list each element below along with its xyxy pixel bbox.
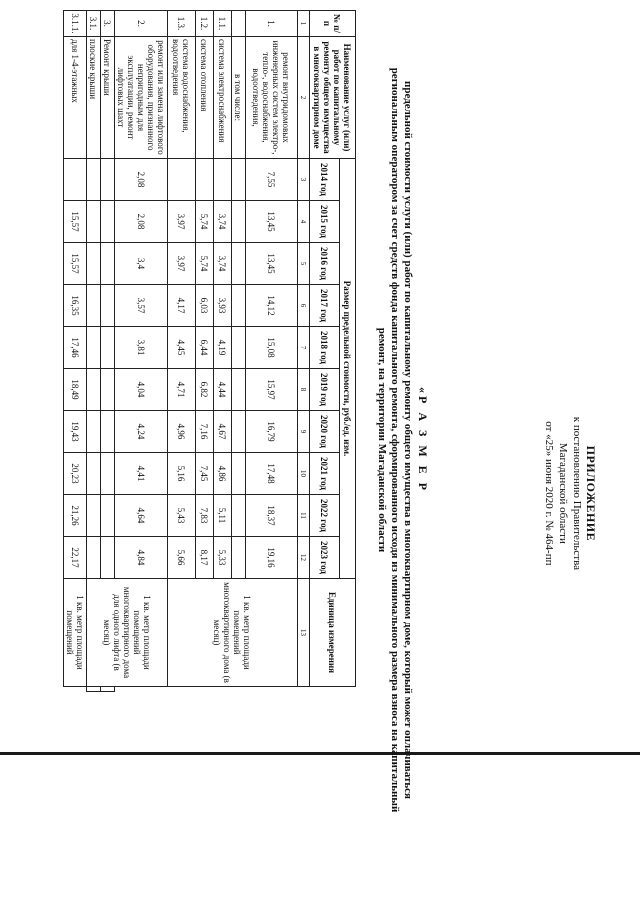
cost-value: 4,04 [115,369,168,411]
cost-value: 3,74 [214,201,232,243]
column-index: 10 [298,453,310,495]
cost-value [101,495,115,537]
cost-value [214,159,232,201]
header-year: 2023 год [310,537,340,579]
column-index: 5 [298,243,310,285]
cost-value: 4,86 [214,453,232,495]
header-num: № п/п [310,11,356,37]
cost-value: 5,74 [196,243,214,285]
header-year: 2018 год [310,327,340,369]
column-index: 9 [298,411,310,453]
cost-value: 2,08 [115,159,168,201]
cost-value [232,411,246,453]
heading-razmer: «Р А З М Е Р [416,387,430,493]
column-index: 2 [298,37,310,159]
cost-value [87,453,101,495]
cost-value [232,285,246,327]
cost-value [87,537,101,579]
row-number: 1.3. [168,11,196,37]
cost-value [101,537,115,579]
row-name: в том числе: [232,37,246,159]
cost-value [87,285,101,327]
header-year: 2014 год [310,159,340,201]
cost-value: 16,79 [246,411,298,453]
cost-value: 19,16 [246,537,298,579]
cost-value: 4,96 [168,411,196,453]
cost-value [232,327,246,369]
cost-value [101,327,115,369]
table-row [64,11,87,692]
cost-value: 19,43 [64,411,87,453]
header-year: 2021 год [310,453,340,495]
cost-value: 18,49 [64,369,87,411]
row-name: плоские крыши [87,37,101,159]
cost-value: 3,4 [115,243,168,285]
row-name: Ремонт крыши [101,37,115,159]
cost-value: 20,23 [64,453,87,495]
cost-value [232,537,246,579]
row-unit [101,687,115,692]
cost-value [232,453,246,495]
cost-value: 8,17 [196,537,214,579]
cost-value: 4,45 [168,327,196,369]
cost-value: 5,66 [168,537,196,579]
cost-value: 3,57 [115,285,168,327]
cost-value: 4,24 [115,411,168,453]
cost-value [168,159,196,201]
row-number: 1.2. [196,11,214,37]
cost-value: 6,82 [196,369,214,411]
row-name: система водоснабжения, водоотведения [168,37,196,159]
cost-value [64,159,87,201]
header-year: 2020 год [310,411,340,453]
row-name: ремонт или замена лифтового оборудования, признанного непригодным для эксплуатации, ремонт лифтовых шахт [115,37,168,159]
cost-value [196,159,214,201]
heading-subtitle: предельной стоимости услуги (или) работ по капитальному ремонту общего имущества в многоквартирном доме, который может оплачиваться региональным оператором за счет средств фонда капитального ремонта, сформированного исходя из минимального размера взноса на капитальный ремонт, на территории Магаданской области [376,67,414,813]
header-year: 2017 год [310,285,340,327]
cost-value [87,327,101,369]
cost-value: 6,44 [196,327,214,369]
row-unit: 1 кв. метр площади помещений многоквартирного дома для одного лифта (в месяц) [87,579,168,687]
row-number: 1.1. [214,11,232,37]
cost-value: 4,84 [115,537,168,579]
cost-value: 4,41 [115,453,168,495]
row-name: система отопления [196,37,214,159]
cost-value: 4,67 [214,411,232,453]
cost-value [232,495,246,537]
column-index: 12 [298,537,310,579]
row-name: ремонт внутридомовых инженерных систем электро-, тепло-, водоснабжения, водоотведения, [246,37,298,159]
column-index: 13 [298,579,310,687]
row-number: 3.1.1. [64,11,87,37]
header-cost: Размер предельной стоимости, руб./ед. изм. [340,159,356,579]
cost-value: 18,37 [246,495,298,537]
table-row [115,11,168,692]
column-index: 6 [298,285,310,327]
cost-value: 7,83 [196,495,214,537]
header-year: 2015 год [310,201,340,243]
cost-value: 17,48 [246,453,298,495]
cost-value [87,495,101,537]
row-number: 3. [101,11,115,37]
cost-value: 3,81 [115,327,168,369]
cost-value [87,159,101,201]
row-number: 2. [115,11,168,37]
column-index: 1 [298,11,310,37]
header-year: 2022 год [310,495,340,537]
row-name: для 1-4-этажных [64,37,87,159]
row-unit: 1 кв. метр площади помещений многоквартирного дома (в месяц) [168,579,298,687]
cost-value: 15,57 [64,243,87,285]
cost-value: 4,44 [214,369,232,411]
cost-value: 5,74 [196,201,214,243]
row-number: 3.1. [87,11,101,37]
row-number: 1. [246,11,298,37]
cost-table [63,10,356,692]
header-name: Наименование услуг (или) работ по капитальному ремонту общего имущества в многоквартирном доме [310,37,356,159]
appendix-block [542,417,598,570]
cost-value: 6,03 [196,285,214,327]
cost-value: 5,33 [214,537,232,579]
cost-value: 3,97 [168,201,196,243]
cost-value [87,201,101,243]
page-content [10,0,610,880]
cost-value: 15,08 [246,327,298,369]
cost-value [101,285,115,327]
table-row [246,11,298,692]
column-index: 4 [298,201,310,243]
cost-value: 5,43 [168,495,196,537]
column-index: 8 [298,369,310,411]
cost-value: 2,08 [115,201,168,243]
cost-value [101,411,115,453]
cost-value: 4,17 [168,285,196,327]
column-index: 3 [298,159,310,201]
cost-value [87,243,101,285]
column-index: 7 [298,327,310,369]
header-year: 2019 год [310,369,340,411]
cost-value: 4,64 [115,495,168,537]
cost-value: 3,93 [214,285,232,327]
appendix-line-2: Магаданской области [557,442,569,544]
row-name: система электроснабжения [214,37,232,159]
cost-value: 3,97 [168,243,196,285]
row-unit [87,687,101,692]
cost-value [101,201,115,243]
cost-value [101,159,115,201]
cost-value: 15,57 [64,201,87,243]
cost-value [101,453,115,495]
appendix-line-3: от «25» июня 2020 г. № 464-пп [543,421,555,566]
cost-value: 14,12 [246,285,298,327]
cost-value: 3,74 [214,243,232,285]
cost-value: 13,45 [246,201,298,243]
header-unit: Единица измерения [310,579,356,687]
cost-value: 21,26 [64,495,87,537]
row-unit: 1 кв. метр площади помещений [64,579,87,687]
cost-value: 4,19 [214,327,232,369]
cost-value: 7,55 [246,159,298,201]
cost-value: 16,35 [64,285,87,327]
cost-value: 13,45 [246,243,298,285]
cost-value: 7,45 [196,453,214,495]
appendix-title: ПРИЛОЖЕНИЕ [584,445,598,542]
cost-value [232,201,246,243]
cost-value: 5,11 [214,495,232,537]
column-index: 11 [298,495,310,537]
cost-value: 15,97 [246,369,298,411]
cost-value: 17,46 [64,327,87,369]
row-number [232,11,246,37]
cost-value [232,369,246,411]
cost-value: 4,71 [168,369,196,411]
cost-value [101,369,115,411]
cost-value [232,159,246,201]
cost-value: 7,16 [196,411,214,453]
cost-value: 5,16 [168,453,196,495]
header-year: 2016 год [310,243,340,285]
appendix-line-1: к постановлению Правительства [571,416,583,570]
cost-value [87,411,101,453]
cost-value [232,243,246,285]
cost-value: 22,17 [64,537,87,579]
cost-value [87,369,101,411]
cost-value [101,243,115,285]
